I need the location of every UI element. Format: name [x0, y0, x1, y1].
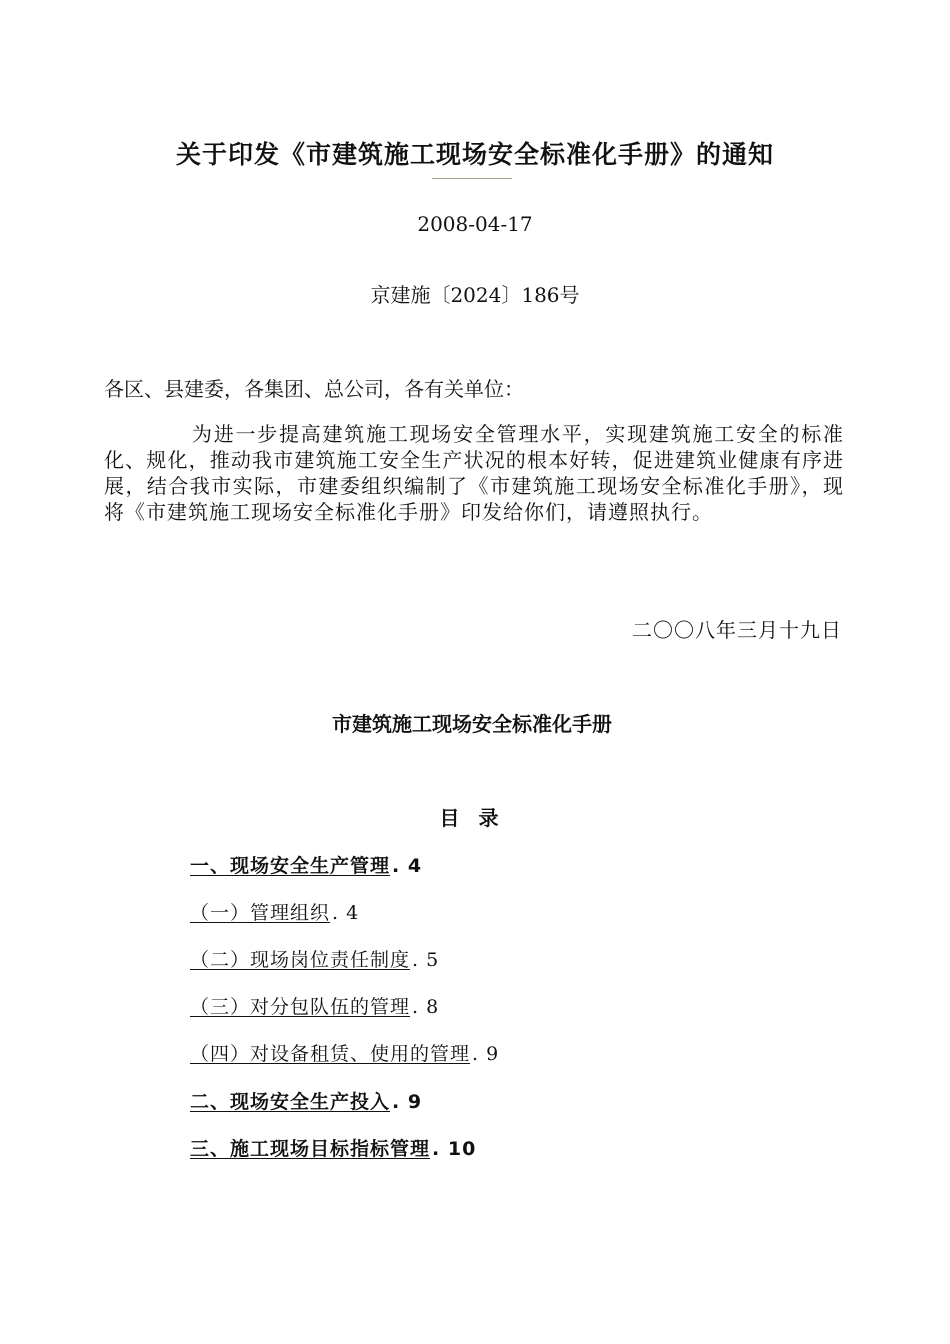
- toc-item-text[interactable]: （一）管理组织: [190, 902, 331, 924]
- document-number: 京建施〔2024〕186号: [370, 283, 580, 307]
- toc-item[interactable]: [190, 1134, 476, 1161]
- title-divider: [432, 178, 512, 179]
- toc-item-text[interactable]: （四）对设备租赁、使用的管理: [190, 1043, 471, 1065]
- toc-item[interactable]: [190, 992, 439, 1019]
- toc-item-page: . 4: [392, 855, 423, 877]
- notice-body: 为进一步提高建筑施工现场安全管理水平，实现建筑施工安全的标准化、规化，推动我市建筑施工安全生产状况的根本好转，促进建筑业健康有序进展，结合我市实际，市建委组织编制了《市建筑施工现场安全标准化手册》，现将《市建筑施工现场安全标准化手册》印发给你们，请遵照执行。: [104, 422, 844, 524]
- toc-item-text[interactable]: （二）现场岗位责任制度: [190, 949, 411, 971]
- handbook-title: 市建筑施工现场安全标准化手册: [332, 712, 612, 736]
- toc-item[interactable]: [190, 898, 359, 925]
- toc-item-page: . 9: [392, 1091, 423, 1113]
- toc-item-text[interactable]: （三）对分包队伍的管理: [190, 996, 411, 1018]
- toc-heading: 目 录: [439, 806, 505, 830]
- notice-title: 关于印发《市建筑施工现场安全标准化手册》的通知: [175, 140, 774, 169]
- publish-date: 2008-04-17: [417, 212, 533, 236]
- toc-item[interactable]: [190, 1039, 499, 1066]
- sign-date: 二〇〇八年三月十九日: [632, 618, 842, 642]
- toc-item-text[interactable]: 一、现场安全生产管理: [190, 855, 391, 877]
- toc-item-page: . 9: [472, 1043, 500, 1065]
- salutation: 各区、县建委，各集团、总公司，各有关单位：: [104, 377, 524, 401]
- toc-item-text[interactable]: 三、施工现场目标指标管理: [190, 1138, 431, 1160]
- toc-item-page: . 10: [432, 1138, 477, 1160]
- toc-item-text[interactable]: 二、现场安全生产投入: [190, 1091, 391, 1113]
- toc-item[interactable]: [190, 851, 422, 878]
- toc-item-page: . 4: [332, 902, 360, 924]
- toc-item-page: . 5: [412, 949, 440, 971]
- toc-item-page: . 8: [412, 996, 440, 1018]
- toc-item[interactable]: [190, 945, 439, 972]
- toc-item[interactable]: [190, 1087, 422, 1114]
